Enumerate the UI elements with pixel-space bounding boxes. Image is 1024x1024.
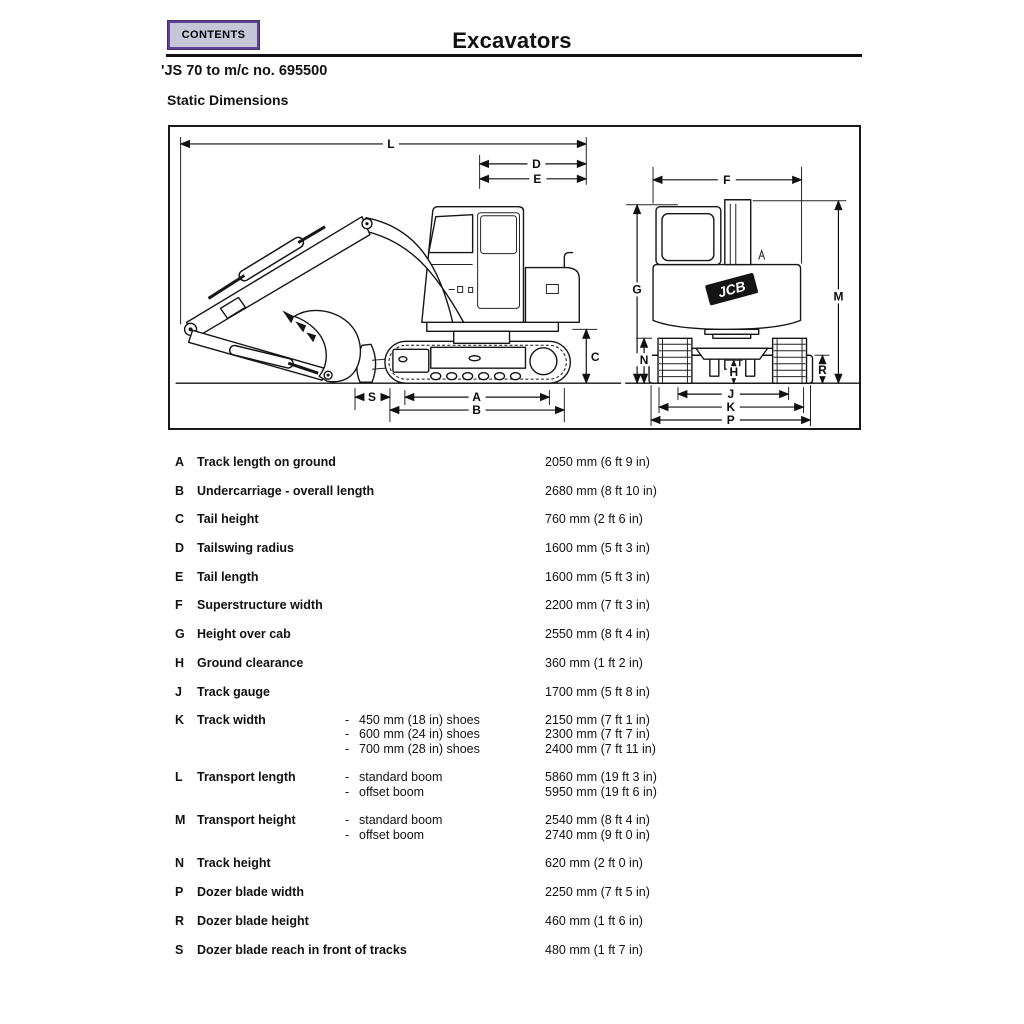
dimension-key: N [175,856,185,871]
dimension-values [545,541,657,555]
option-dash: - [345,784,350,799]
option-dash: - [345,741,350,756]
option-line [345,770,545,784]
dimension-value: 2680 mm (8 ft 10 in) [545,483,657,498]
dimension-row [175,856,657,870]
dimension-key: C [175,512,185,527]
dim-label-P: P [726,413,735,428]
option-dash: - [345,813,350,828]
dimension-label: Ground clearance [197,655,304,670]
dimension-key: K [175,713,185,728]
dim-label-G: G [632,282,642,297]
option-text: 600 mm (24 in) shoes [359,727,480,742]
dimension-options [345,570,545,584]
dimension-row [175,541,657,555]
dimension-options [345,856,545,870]
dimension-options [345,512,545,526]
dimension-options [345,770,545,799]
dimension-values [545,627,657,641]
option-dash: - [345,827,350,842]
dimension-key: M [175,813,186,828]
dim-label-M: M [833,289,844,304]
dimension-value: 1600 mm (5 ft 3 in) [545,541,650,556]
option-dash: - [345,727,350,742]
dimension-key: E [175,569,184,584]
option-text: offset boom [359,827,425,842]
option-text: offset boom [359,784,425,799]
dimension-key: B [175,483,185,498]
dimension-label: Track length on ground [197,455,336,469]
option-line [345,813,545,827]
dimension-row [175,943,657,957]
dimension-row [175,885,657,899]
dim-label-K: K [726,400,736,415]
dimension-row [175,770,657,799]
dimension-key: J [175,684,182,699]
dimension-key: P [175,885,184,900]
dimension-values [545,570,657,584]
dimension-key: D [175,541,185,556]
dimension-key: F [175,598,183,613]
dimension-value: 5860 mm (19 ft 3 in) [545,770,657,785]
dimension-values [545,455,657,469]
option-line [345,727,545,741]
dimension-row [175,713,657,756]
dimension-row [175,512,657,526]
option-line [345,742,545,756]
option-line [345,785,545,799]
dimension-values [545,656,657,670]
dim-label-R: R [818,363,827,378]
dimension-value: 2050 mm (6 ft 9 in) [545,455,650,469]
dimension-value: 2250 mm (7 ft 5 in) [545,885,650,900]
dimension-label: Track height [197,856,271,871]
dimension-value: 360 mm (1 ft 2 in) [545,655,643,670]
dimension-value: 760 mm (2 ft 6 in) [545,512,643,527]
title-rule [166,54,862,57]
dimension-label: Dozer blade height [197,913,309,928]
dimension-options [345,656,545,670]
dimension-row [175,598,657,612]
dimension-label: Track gauge [197,684,270,699]
dimension-value: 620 mm (2 ft 0 in) [545,856,643,871]
excavator-rear-view [625,167,859,427]
section-heading: Static Dimensions [167,92,289,108]
jcb-logo-text: JCB [716,277,748,301]
dimension-options [345,813,545,842]
dim-label-H: H [729,365,739,380]
dimension-value: 2740 mm (9 ft 0 in) [545,827,650,842]
dimension-value: 2400 mm (7 ft 11 in) [545,741,656,756]
dimension-row [175,685,657,699]
option-text: 700 mm (28 in) shoes [359,741,480,756]
dimension-options [345,455,545,469]
dimension-options [345,685,545,699]
dimension-values [545,484,657,498]
dim-label-D: D [532,156,541,171]
dimension-value: 5950 mm (19 ft 6 in) [545,784,657,799]
dimension-values [545,914,657,928]
dimension-label: Dozer blade reach in front of tracks [197,942,407,957]
dimension-row [175,484,657,498]
dimension-options [345,598,545,612]
dim-label-F: F [723,172,731,187]
dim-label-J: J [727,387,735,402]
dimension-label: Tailswing radius [197,541,295,556]
page-title: Excavators [452,28,572,53]
dimension-label: Height over cab [197,627,291,642]
dim-label-B: B [472,403,481,418]
dimension-options [345,713,545,756]
dimension-values [545,856,657,870]
dimension-options [345,627,545,641]
dimension-label: Tail height [197,512,259,527]
dimension-value: 2550 mm (8 ft 4 in) [545,627,650,642]
dimension-label: Transport length [197,770,296,785]
dimension-row [175,570,657,584]
dim-label-C: C [590,350,600,365]
dim-label-L: L [387,136,395,151]
dimension-value: 480 mm (1 ft 7 in) [545,942,643,957]
dimension-options [345,914,545,928]
dimension-value: 2200 mm (7 ft 3 in) [545,598,650,613]
option-dash: - [345,770,350,785]
dimension-values [545,885,657,899]
dimension-values [545,713,657,756]
dimensions-table [175,455,657,971]
excavator-dimension-drawing [170,127,859,428]
dimension-key: G [175,627,185,642]
dimension-key: S [175,942,184,957]
dimension-row [175,914,657,928]
dimension-key: H [175,655,185,670]
dimension-options [345,885,545,899]
dimension-options [345,943,545,957]
dimension-key: L [175,770,183,785]
model-subtitle: 'JS 70 to m/c no. 695500 [161,63,328,79]
dimension-row [175,813,657,842]
dimension-value: 2150 mm (7 ft 1 in) [545,713,650,728]
option-text: 450 mm (18 in) shoes [359,713,480,728]
dimension-values [545,813,657,842]
dimension-row [175,627,657,641]
dimension-options [345,541,545,555]
dimension-label: Superstructure width [197,598,323,613]
dimension-values [545,598,657,612]
option-line [345,828,545,842]
dimension-row [175,656,657,670]
dimension-values [545,770,657,799]
dimension-options [345,484,545,498]
dimension-row [175,455,657,469]
dimension-label: Track width [197,713,266,728]
dimension-label: Transport height [197,813,296,828]
dimension-label: Undercarriage - overall length [197,483,375,498]
dim-label-A: A [472,390,481,405]
dimension-value: 2540 mm (8 ft 4 in) [545,813,650,828]
dimension-value: 1700 mm (5 ft 8 in) [545,684,650,699]
option-text: standard boom [359,813,443,828]
dimension-values [545,512,657,526]
dimension-value: 1600 mm (5 ft 3 in) [545,569,650,584]
dim-label-N: N [639,353,649,368]
static-dimensions-diagram [168,125,861,430]
dimension-key: R [175,913,185,928]
excavator-side-view [176,137,622,422]
dimension-values [545,685,657,699]
option-text: standard boom [359,770,443,785]
option-dash: - [345,713,350,728]
dimension-label: Tail length [197,569,259,584]
dimension-value: 460 mm (1 ft 6 in) [545,913,643,928]
dimension-label: Dozer blade width [197,885,304,900]
dimension-key: A [175,455,185,469]
dimension-value: 2300 mm (7 ft 7 in) [545,727,650,742]
dim-label-E: E [533,171,542,186]
contents-button[interactable]: CONTENTS [168,21,259,49]
dim-label-S: S [367,390,376,405]
option-line [345,713,545,727]
dimension-values [545,943,657,957]
